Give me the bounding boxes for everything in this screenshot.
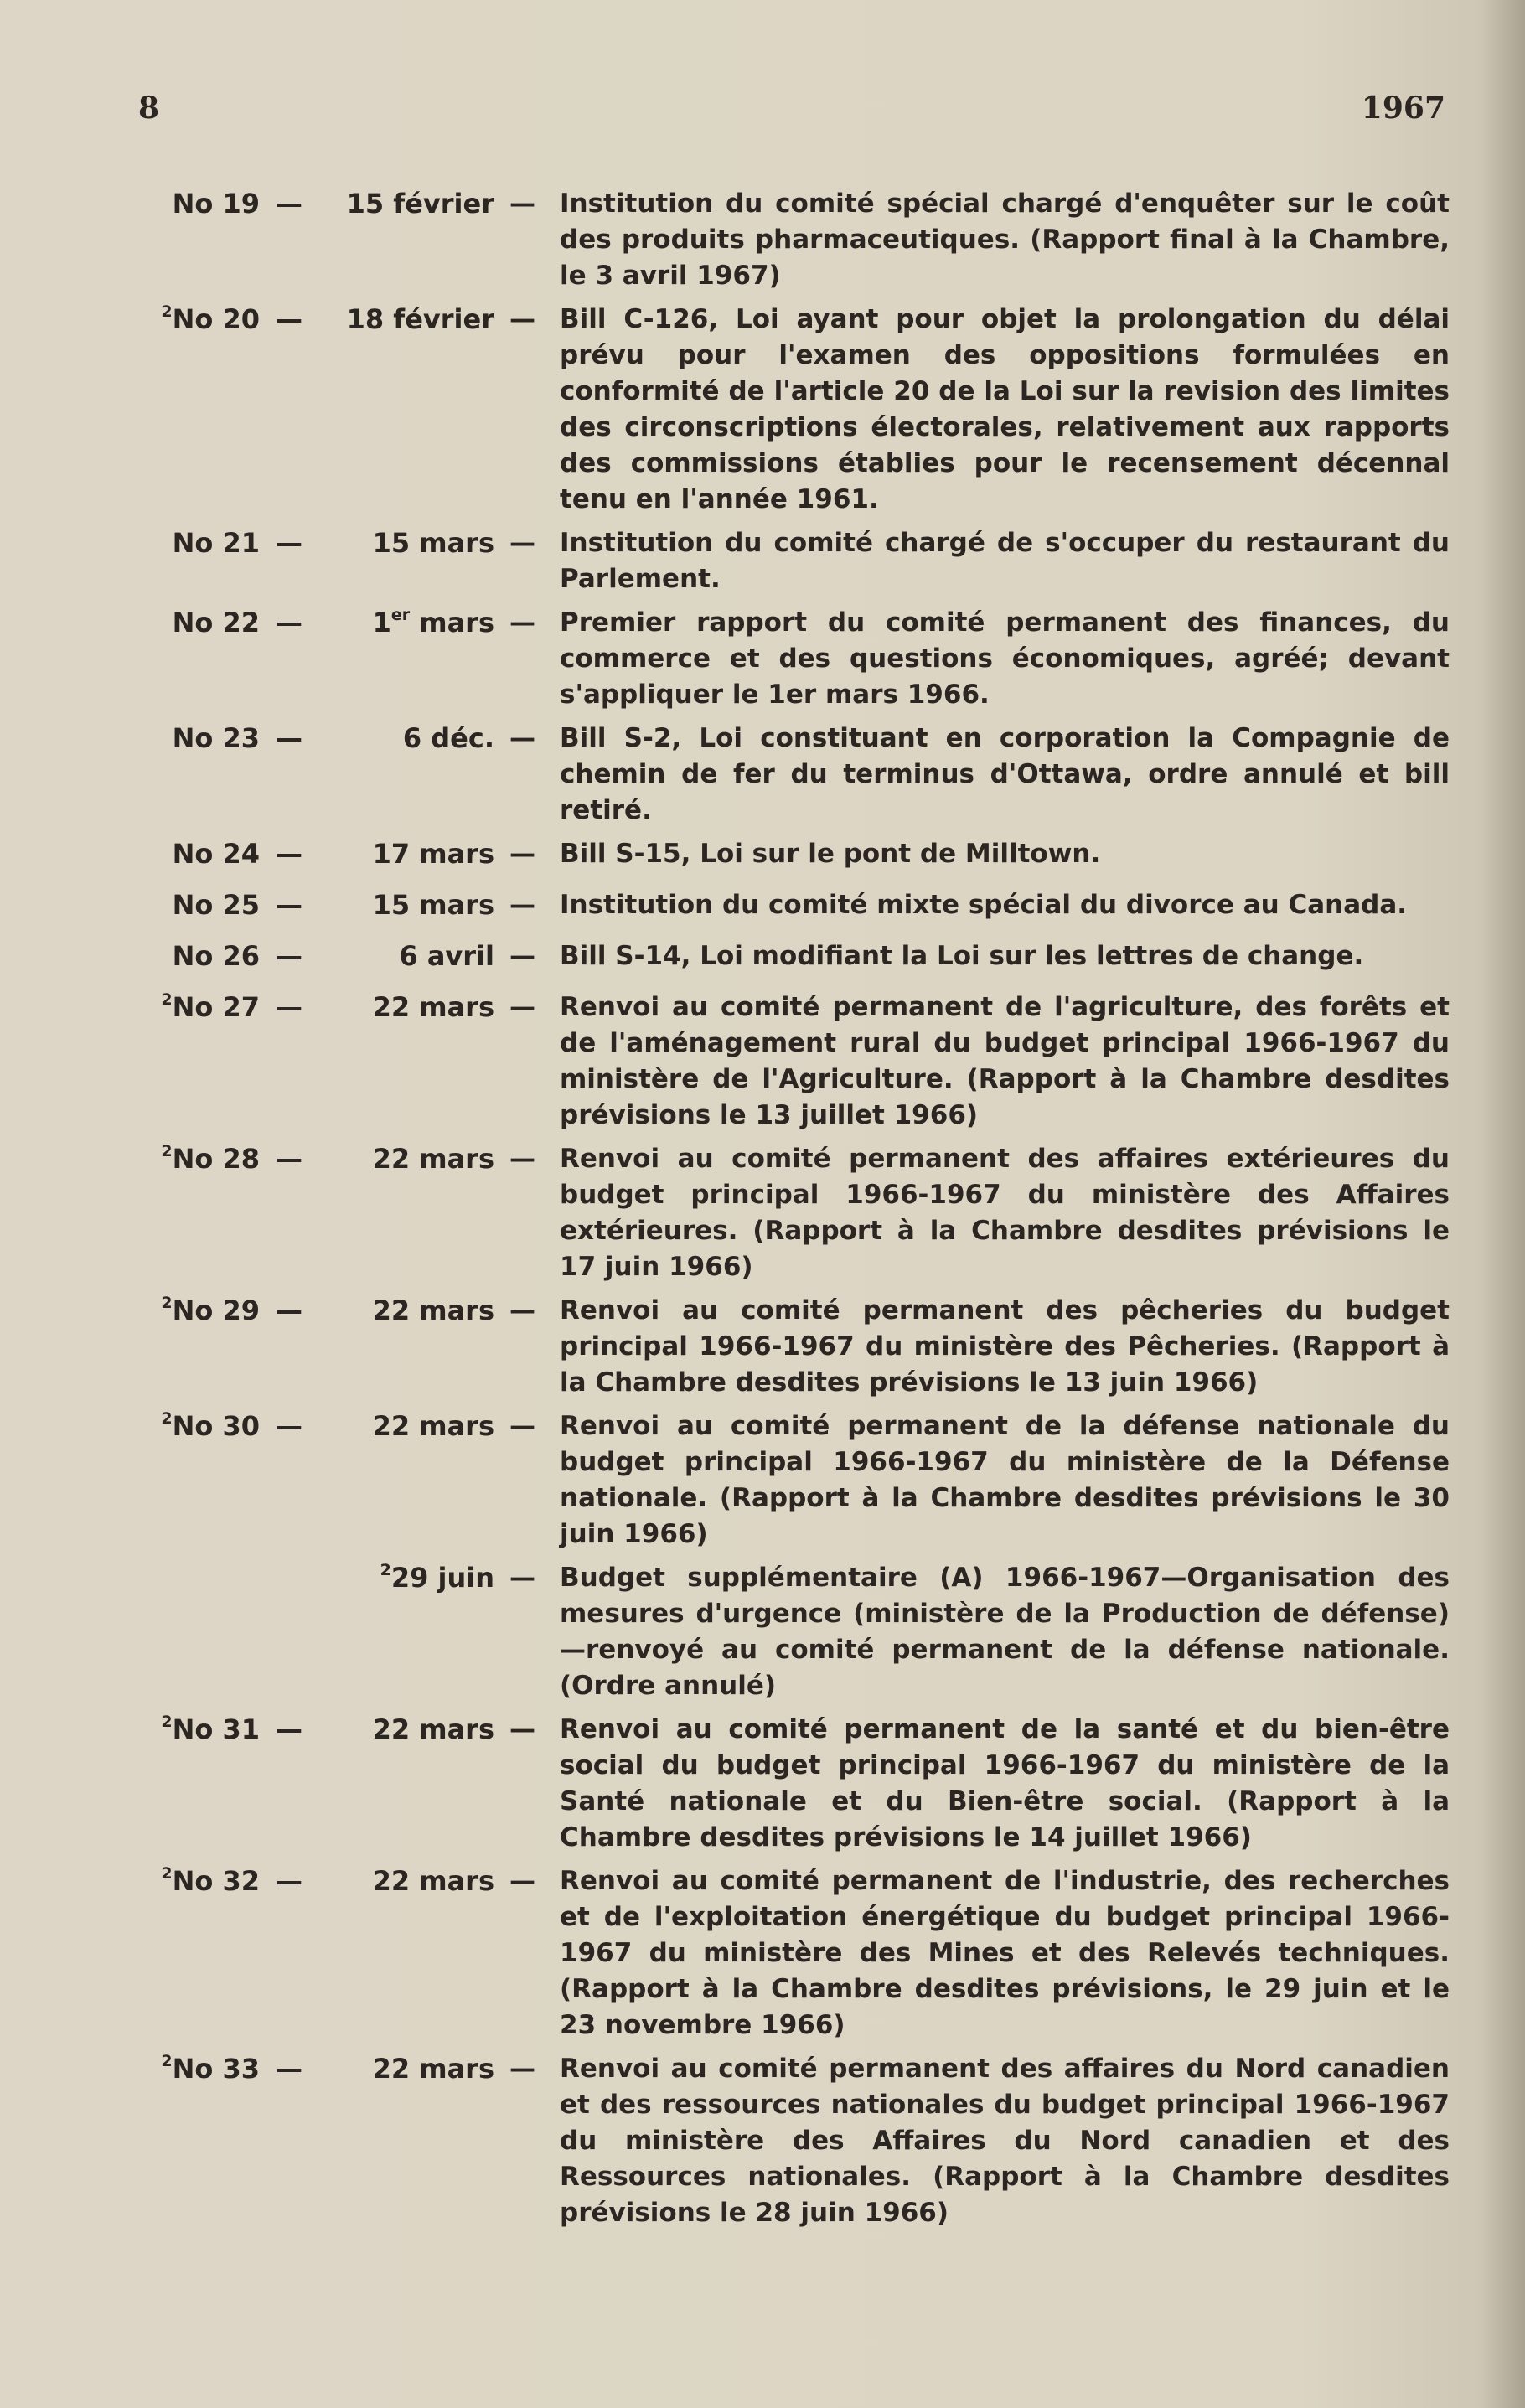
entry-number — [159, 836, 260, 872]
entry-lead-dash: — — [509, 992, 535, 1022]
entry-description-text: Bill C-126, Loi ayant pour objet la prolongation du délai prévu pour l'examen des oppositions formulées en conformité de l'article 20 de la Loi sur la revision des limites des circonscriptions électorales, relativement aux rapports des commissions établies pour le recensement décennal tenu en l'année 1961. — [560, 304, 1450, 514]
entry-date-text: 22 mars — [372, 2053, 494, 2085]
entry-number — [159, 721, 260, 757]
entry-date-text: 6 avril — [399, 940, 494, 972]
entry-date — [318, 721, 494, 757]
entry-description — [509, 186, 1450, 294]
entry-number-footnote: 2 — [161, 1409, 173, 1428]
entry-date-text: 22 mars — [372, 1143, 494, 1175]
entry-separator-dash: — — [276, 1294, 302, 1326]
entry-lead-dash: — — [509, 1714, 535, 1744]
entry-date — [318, 525, 494, 561]
entry-lead-dash: — — [509, 528, 535, 558]
entry-separator-dash: — — [276, 838, 302, 870]
entry-number — [159, 1293, 260, 1329]
entry-date — [318, 990, 494, 1026]
entry-separator-dash: — — [276, 2053, 302, 2085]
entry-row — [159, 1293, 1450, 1401]
entry-description-text: Bill S-14, Loi modifiant la Loi sur les lettres de change. — [560, 941, 1364, 971]
entry-date — [318, 186, 494, 222]
entry-description — [509, 836, 1450, 872]
entry-number-text: No 29 — [172, 1294, 260, 1326]
entry-description — [509, 721, 1450, 829]
entry-number-text: No 19 — [172, 188, 260, 220]
entry-description-text: Budget supplémentaire (A) 1966-1967—Organisation des mesures d'urgence (ministère de la Production de défense) —renvoyé au comité permanent de la défense nationale. (Ordre annulé) — [560, 1563, 1450, 1701]
entry-number-text: No 23 — [172, 722, 260, 754]
entry-description — [509, 2051, 1450, 2231]
entry-description-text: Institution du comité mixte spécial du divorce au Canada. — [560, 890, 1408, 920]
entry-row — [159, 2051, 1450, 2231]
entry-date-text: 22 mars — [372, 1410, 494, 1442]
entry-row — [159, 302, 1450, 518]
entry-number-text: No 31 — [172, 1713, 260, 1745]
entry-date-text: 15 mars — [372, 889, 494, 921]
entry-date — [318, 938, 494, 974]
entry-description-text: Premier rapport du comité permanent des finances, du commerce et des questions économiques, agréé; devant s'appliquer le 1er mars 1966. — [560, 607, 1450, 710]
entry-description — [509, 1712, 1450, 1856]
entry-number — [159, 525, 260, 561]
entry-reference — [159, 887, 549, 923]
entry-description — [509, 990, 1450, 1134]
entry-number — [159, 1712, 260, 1748]
entry-date — [318, 836, 494, 872]
entry-reference — [159, 1141, 549, 1177]
entry-number-text: No 27 — [172, 991, 260, 1023]
entry-number-text: No 24 — [172, 838, 260, 870]
entry-reference — [159, 1863, 549, 1899]
entry-number-text: No 32 — [172, 1865, 260, 1897]
entry-lead-dash: — — [509, 1295, 535, 1325]
entry-separator-dash: — — [276, 607, 302, 638]
entry-row — [159, 1863, 1450, 2044]
entry-description — [509, 1293, 1450, 1401]
entry-row — [159, 1560, 1450, 1704]
entry-number-footnote: 2 — [161, 1142, 173, 1160]
entry-number-footnote: 2 — [161, 990, 173, 1009]
entry-row — [159, 721, 1450, 829]
entry-row — [159, 990, 1450, 1134]
entry-number-text: No 22 — [172, 607, 260, 638]
entry-date-text: 22 mars — [372, 1713, 494, 1745]
entry-number — [159, 887, 260, 923]
entry-date-text: 29 juin — [390, 1562, 494, 1594]
entry-separator-dash: — — [276, 1143, 302, 1175]
entry-lead-dash: — — [509, 839, 535, 869]
entry-lead-dash: — — [509, 607, 535, 638]
entry-description — [509, 1863, 1450, 2044]
entry-row — [159, 938, 1450, 982]
entry-number-text: No 28 — [172, 1143, 260, 1175]
entry-date-text: 17 mars — [372, 838, 494, 870]
entry-reference — [159, 1408, 549, 1444]
entry-row — [159, 186, 1450, 294]
entry-number — [159, 1863, 260, 1899]
entry-description-text: Bill S-2, Loi constituant en corporation la Compagnie de chemin de fer du terminus d'Ottawa, ordre annulé et bill retiré. — [560, 723, 1450, 825]
entry-number — [159, 302, 260, 338]
entry-date-text: 6 déc. — [402, 722, 494, 754]
entry-date — [318, 302, 494, 338]
entry-number-text: No 33 — [172, 2053, 260, 2085]
entry-date-text: 22 mars — [372, 991, 494, 1023]
entry-date — [318, 1141, 494, 1177]
entry-description — [509, 1560, 1450, 1704]
entry-reference — [159, 525, 549, 561]
entry-separator-dash: — — [276, 1865, 302, 1897]
entry-separator-dash: — — [276, 303, 302, 335]
entry-description-text: Renvoi au comité permanent de l'industrie, des recherches et de l'exploitation énergétique du budget principal 1966-1967 du ministère des Mines et des Relevés techniques. (Rapport à la Chambre desdites prévisions, le 29 juin et le 23 novembre 1966) — [560, 1866, 1450, 2040]
entry-lead-dash: — — [509, 1866, 535, 1896]
entry-row — [159, 836, 1450, 880]
entry-reference — [159, 302, 549, 338]
entry-date — [318, 887, 494, 923]
entry-separator-dash: — — [276, 940, 302, 972]
entry-description-text: Institution du comité chargé de s'occuper du restaurant du Parlement. — [560, 528, 1450, 594]
entry-date-text: 22 mars — [372, 1865, 494, 1897]
entry-description-text: Bill S-15, Loi sur le pont de Milltown. — [560, 839, 1101, 869]
entry-number-footnote: 2 — [161, 1864, 173, 1883]
entry-separator-dash: — — [276, 527, 302, 559]
entry-row — [159, 1712, 1450, 1856]
entry-reference — [159, 938, 549, 974]
entry-number-text: No 21 — [172, 527, 260, 559]
entry-date-text: 18 février — [346, 303, 494, 335]
entry-description — [509, 525, 1450, 597]
entry-description — [509, 1408, 1450, 1553]
entry-lead-dash: — — [509, 1144, 535, 1174]
entry-description-text: Renvoi au comité permanent de la santé et du bien-être social du budget principal 1966-1967 du ministère de la Santé nationale et du Bien-être social. (Rapport à la Chambre desdites prévisions le 14 juillet 1966) — [560, 1714, 1450, 1853]
entry-number — [159, 605, 260, 641]
entry-reference — [159, 2051, 549, 2087]
entry-reference — [159, 186, 549, 222]
entry-lead-dash: — — [509, 189, 535, 219]
entry-separator-dash: — — [276, 1410, 302, 1442]
entry-date — [318, 1712, 494, 1748]
page-year: 1967 — [1361, 90, 1445, 126]
entry-date-text: 1 — [372, 607, 391, 638]
entry-row — [159, 1408, 1450, 1553]
entry-number — [159, 2051, 260, 2087]
entry-separator-dash: — — [276, 1713, 302, 1745]
entry-separator-dash: — — [276, 188, 302, 220]
entry-row — [159, 525, 1450, 597]
entry-row — [159, 1141, 1450, 1285]
entry-number-footnote: 2 — [161, 2052, 173, 2070]
entry-description-text: Renvoi au comité permanent de la défense nationale du budget principal 1966-1967 du ministère de la Défense nationale. (Rapport à la Chambre desdites prévisions le 30 juin 1966) — [560, 1411, 1450, 1549]
entry-lead-dash: — — [509, 1563, 535, 1593]
entry-number-footnote: 2 — [161, 1294, 173, 1312]
entry-reference — [159, 721, 549, 757]
page-number: 8 — [138, 90, 160, 126]
entry-description — [509, 1141, 1450, 1285]
entry-reference — [159, 1293, 549, 1329]
entry-date — [318, 2051, 494, 2087]
entry-reference — [159, 605, 549, 641]
entry-reference — [159, 990, 549, 1026]
entry-date — [318, 1293, 494, 1329]
entry-separator-dash: — — [276, 991, 302, 1023]
entry-description — [509, 938, 1450, 974]
entry-row — [159, 887, 1450, 931]
entry-date-suffix: mars — [410, 607, 494, 638]
entry-lead-dash: — — [509, 890, 535, 920]
entry-separator-dash: — — [276, 889, 302, 921]
entry-lead-dash: — — [509, 2054, 535, 2084]
entry-reference — [159, 1560, 549, 1596]
entry-number-text: No 26 — [172, 940, 260, 972]
page-header — [138, 90, 1445, 141]
entry-date-text: 22 mars — [372, 1294, 494, 1326]
entry-date — [318, 1863, 494, 1899]
entry-number-footnote: 2 — [161, 302, 173, 321]
entry-date-footnote: 2 — [380, 1561, 391, 1579]
entry-lead-dash: — — [509, 941, 535, 971]
entry-description — [509, 302, 1450, 518]
entry-date-text: 15 février — [346, 188, 494, 220]
entry-description-text: Renvoi au comité permanent de l'agriculture, des forêts et de l'aménagement rural du budget principal 1966-1967 du ministère de l'Agriculture. (Rapport à la Chambre desdites prévisions le 13 juillet 1966) — [560, 992, 1450, 1130]
entry-number-text: No 20 — [172, 303, 260, 335]
entry-date — [159, 1560, 494, 1596]
entry-description-text: Renvoi au comité permanent des pêcheries du budget principal 1966-1967 du ministère des Pêcheries. (Rapport à la Chambre desdites prévisions le 13 juin 1966) — [560, 1295, 1450, 1398]
entry-number — [159, 1141, 260, 1177]
entry-description-text: Institution du comité spécial chargé d'enquêter sur le coût des produits pharmaceutiques. (Rapport final à la Chambre, le 3 avril 1967) — [560, 189, 1450, 291]
entry-lead-dash: — — [509, 1411, 535, 1441]
entry-description-text: Renvoi au comité permanent des affaires du Nord canadien et des ressources nationales du budget principal 1966-1967 du ministère des Affaires du Nord canadien et des Ressources nationales. (Rapport à la Chambre desdites prévisions le 28 juin 1966) — [560, 2054, 1450, 2228]
entry-description — [509, 605, 1450, 713]
entry-number — [159, 1408, 260, 1444]
entry-list — [159, 186, 1450, 2239]
entry-date — [318, 1408, 494, 1444]
entry-number — [159, 990, 260, 1026]
entry-number — [159, 186, 260, 222]
entry-date-text: 15 mars — [372, 527, 494, 559]
entry-date-ordinal: er — [390, 606, 411, 624]
entry-description — [509, 887, 1450, 923]
entry-reference — [159, 836, 549, 872]
entry-number-text: No 30 — [172, 1410, 260, 1442]
entry-number-text: No 25 — [172, 889, 260, 921]
entry-description-text: Renvoi au comité permanent des affaires extérieures du budget principal 1966-1967 du ministère des Affaires extérieures. (Rapport à la Chambre desdites prévisions le 17 juin 1966) — [560, 1144, 1450, 1282]
entry-date — [318, 605, 494, 641]
entry-number-footnote: 2 — [161, 1713, 173, 1731]
entry-lead-dash: — — [509, 723, 535, 753]
entry-reference — [159, 1712, 549, 1748]
entry-lead-dash: — — [509, 304, 535, 334]
entry-separator-dash: — — [276, 722, 302, 754]
entry-row — [159, 605, 1450, 713]
entry-number — [159, 938, 260, 974]
